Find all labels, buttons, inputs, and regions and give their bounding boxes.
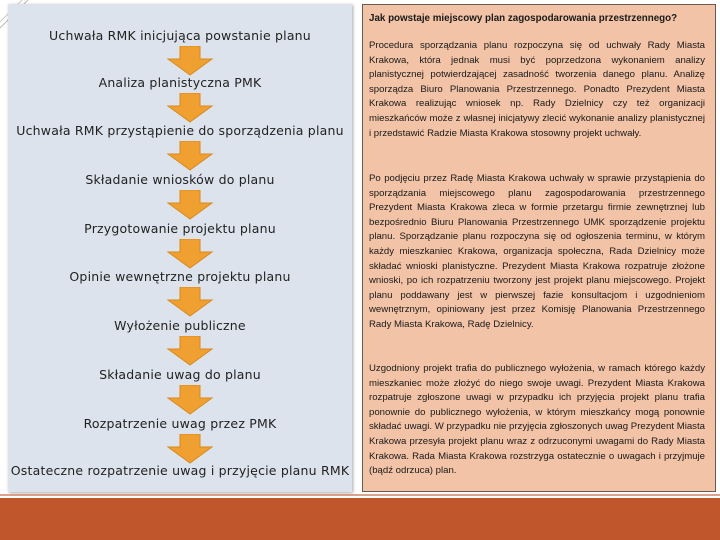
process-flow-panel	[8, 4, 352, 492]
description-panel	[362, 4, 716, 492]
flow-step-3: Uchwała RMK przystąpienie do sporządzenia planu	[16, 123, 344, 138]
down-arrow-icon	[166, 239, 214, 269]
flow-step-10: Ostateczne rozpatrzenie uwag i przyjęcie planu RMK	[10, 463, 350, 478]
down-arrow-icon	[166, 287, 214, 317]
down-arrow-icon	[166, 385, 214, 415]
down-arrow-icon	[166, 93, 214, 123]
flow-step-8: Składanie uwag do planu	[99, 367, 261, 382]
flow-step-5: Przygotowanie projektu planu	[84, 221, 276, 236]
down-arrow-icon	[166, 141, 214, 171]
description-paragraph-3: Uzgodniony projekt trafia do publicznego wyłożenia, w ramach którego każdy mieszkaniec może złożyć do niego swoje uwagi. Prezydent Miasta Krakowa rozpatruje zgłoszone uwagi w przypadku ich przyjęcia projekt planu trafia ponownie do publicznego wyłożenia, w którym mieszkańcy mogą ponownie składać uwagi. W przypadku nie przyjęcia zgłoszonych uwag Prezydent Miasta Krakowa przesyła projekt planu wraz z odrzuconymi uwagami do Rady Miasta Krakowa. Rada Miasta Krakowa rozstrzyga ostatecznie o uwagach i przyjmuje (bądź odrzuca) plan.	[369, 363, 705, 477]
flow-step-6: Opinie wewnętrzne projektu planu	[69, 269, 291, 284]
footer-divider	[0, 494, 720, 496]
down-arrow-icon	[166, 190, 214, 220]
flow-step-9: Rozpatrzenie uwag przez PMK	[83, 416, 277, 431]
flow-step-4: Składanie wniosków do planu	[85, 172, 275, 187]
flow-step-7: Wyłożenie publiczne	[114, 318, 246, 333]
flow-step-1: Uchwała RMK inicjująca powstanie planu	[49, 28, 311, 43]
down-arrow-icon	[166, 46, 214, 76]
description-paragraph-2: Po podjęciu przez Radę Miasta Krakowa uchwały w sprawie przystąpienia do sporządzania miejscowego planu zagospodarowania przestrzennego Prezydent Miasta Krakowa zleca w formie przetargu firmie zewnętrznej lub bezpośrednio Biuru Planowania Przestrzennego UMK sporządzenie projektu planu. Sporządzanie planu rozpoczyna się od ogłoszenia terminu, w którym każdy mieszkaniec Krakowa, organizacja społeczna, Rada Dzielnicy może składać wnioski planistyczne. Prezydent Miasta Krakowa rozpatruje złożone wnioski, po ich rozpatrzeniu tworzony jest projekt planu miejscowego. Projekt planu poddawany jest w pierwszej fazie konsultacjom i uzgodnieniom wewnętrznym, opiniowany jest przez Komisję Planowania Przestrzennego Rady Miasta Krakowa, Radę Dzielnicy.	[369, 173, 705, 330]
flow-step-2: Analiza planistyczna PMK	[98, 75, 262, 90]
down-arrow-icon	[166, 434, 214, 464]
description-paragraph-1: Procedura sporządzania planu rozpoczyna się od uchwały Rady Miasta Krakowa, która jednak musi być poprzedzona wykonaniem analizy planistycznej potwierdzającej zasadność tworzenia danego planu. Analizę sporządza Biuro Planowania Przestrzennego. Ponadto Prezydent Miasta Krakowa realizując wniosek np. Rady Dzielnicy czy też organizacji mieszkańców może z własnej inicjatywy zlecić wykonanie analizy planistycznej i przedstawić Radzie Miasta Krakowa stosowny projekt uchwały.	[369, 40, 705, 139]
down-arrow-icon	[166, 336, 214, 366]
description-title: Jak powstaje miejscowy plan zagospodarowania przestrzennego?	[369, 13, 678, 24]
footer-accent-bar	[0, 498, 720, 540]
